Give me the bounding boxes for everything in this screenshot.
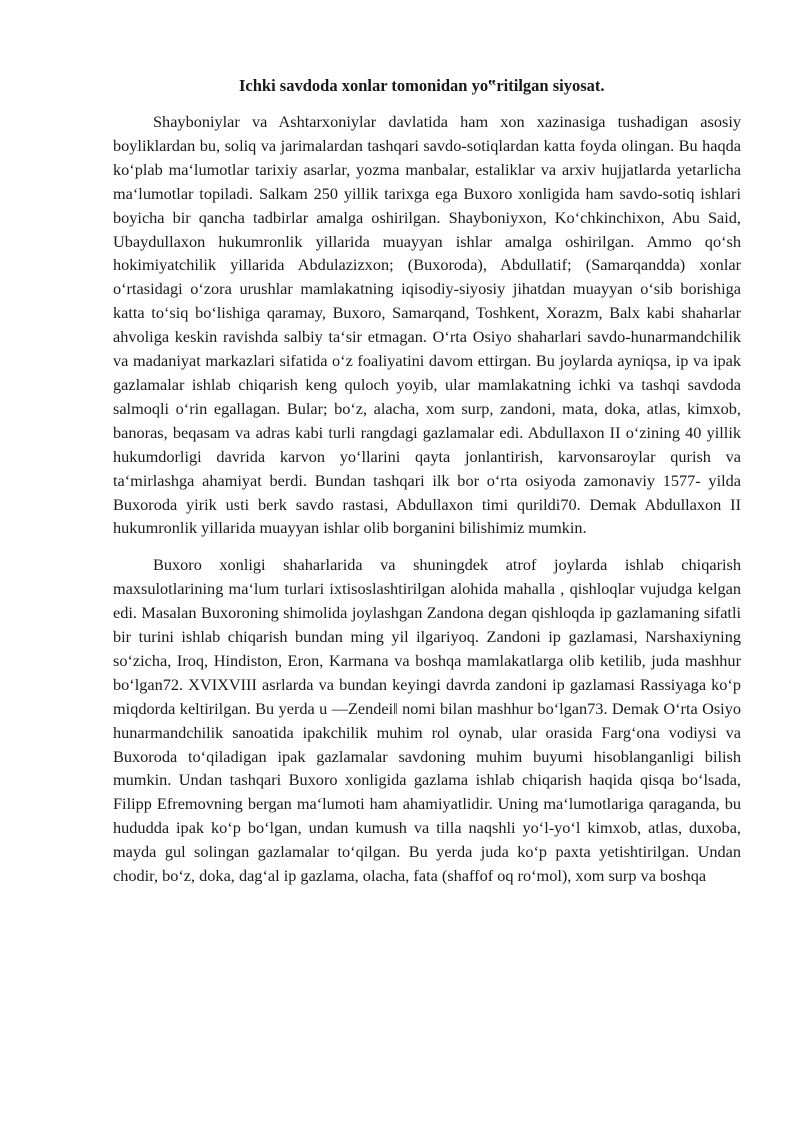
document-title: Ichki savdoda xonlar tomonidan yo‟ritilgan siyosat. (239, 76, 605, 95)
paragraph-1: Shayboniylar va Ashtarxoniylar davlatida ham xon xazinasiga tushadigan asosiy boyliklardan bu, soliq va jarimalardan tashqari savdo-sotiqlardan katta foyda olingan. Bu haqda ko‘plab ma‘lumotlar tarixiy asarlar, yozma manbalar, estaliklar va arxiv hujjatlarda yetarlicha ma‘lumotlar topiladi. Salkam 250 yillik tarixga ega Buxoro xonligida ham savdo-sotiq ishlari boyicha bir qancha tadbirlar amalga oshirilgan. Shayboniyxon, Ko‘chkinchixon, Abu Said, Ubaydullaxon hukumronlik yillarida muayyan ishlar amalga oshirilgan. Ammo qo‘sh hokimiyatchilik yillarida Abdulazizxon; (Buxoroda), Abdullatif; (Samarqandda) xonlar o‘rtasidagi o‘zora urushlar mamlakatning iqisodiy-siyosiy jihatdan muayyan o‘sib borishiga katta to‘siq bo‘lishiga qaramay, Buxoro, Samarqand, Toshkent, Xorazm, Balx kabi shaharlar ahvoliga keskin ravishda salbiy ta‘sir etmagan. O‘rta Osiyo shaharlari savdo-hunarmandchilik va madaniyat markazlari sifatida o‘z foaliyatini davom ettirgan. Bu joylarda ayniqsa, ip va ipak gazlamalar ishlab chiqarish keng quloch yoyib, ular mamlakatning ichki va tashqi savdoda salmoqli o‘rin egallagan. Bular; bo‘z, alacha, xom surp, zandoni, mata, doka, atlas, kimxob, banoras, beqasam va adras kabi turli rangdagi gazlamalar edi. Abdullaxon II o‘zining 40 yillik hukumdorligi davrida karvon yo‘llarini qayta jonlantirish, karvonsaroylar qurish va ta‘mirlashga ahamiyat berdi. Bundan tashqari ilk bor o‘rta osiyoda zamonaviy 1577- yilda Buxoroda yirik usti berk savdo rastasi, Abdullaxon timi qurildi70. Demak Abdullaxon II hukumronlik yillarida muayyan ishlar olib borganini bilishimiz mumkin. (113, 112, 741, 538)
document-page (113, 74, 741, 901)
paragraph-2: Buxoro xonligi shaharlarida va shuningdek atrof joylarda ishlab chiqarish maxsulotlarining ma‘lum turlari ixtisoslashtirilgan alohida mahalla , qishloqlar vujudga kelgan edi. Masalan Buxoroning shimolida joylashgan Zandona degan qishloqda ip gazlamaning sifatli bir turini ishlab chiqarish bundan ming yil ilgariyoq. Zandoni ip gazlamasi, Narshaxiyning so‘zicha, Iroq, Hindiston, Eron, Karmana va boshqa mamlakatlarga olib ketilib, juda mashhur bo‘lgan72. XVIXVIII asrlarda va bundan keyingi davrda zandoni ip gazlamasi Rassiyaga ko‘p miqdorda keltirilgan. Bu yerda u ―Zendei‖ nomi bilan mashhur bo‘lgan73. Demak O‘rta Osiyo hunarmandchilik sanoatida ipakchilik muhim rol oynab, ular orasida Farg‘ona vodiysi va Buxoroda to‘qiladigan ipak gazlamalar savdoning muhim buyumi hisoblanganligi bilish mumkin. Undan tashqari Buxoro xonligida gazlama ishlab chiqarish haqida qisqa bo‘lsada, Filipp Efremovning bergan ma‘lumoti ham ahamiyatlidir. Uning ma‘lumotlariga qaraganda, bu hududda ipak ko‘p bo‘lgan, undan kumush va tilla naqshli yo‘l-yo‘l kimxob, atlas, duxoba, mayda gul solingan gazlamalar to‘qilgan. Bu yerda juda ko‘p paxta yetishtirilgan. Undan chodir, bo‘z, doka, dag‘al ip gazlama, olacha, fata (shaffof oq ro‘mol), xom surp va boshqa (113, 555, 741, 886)
